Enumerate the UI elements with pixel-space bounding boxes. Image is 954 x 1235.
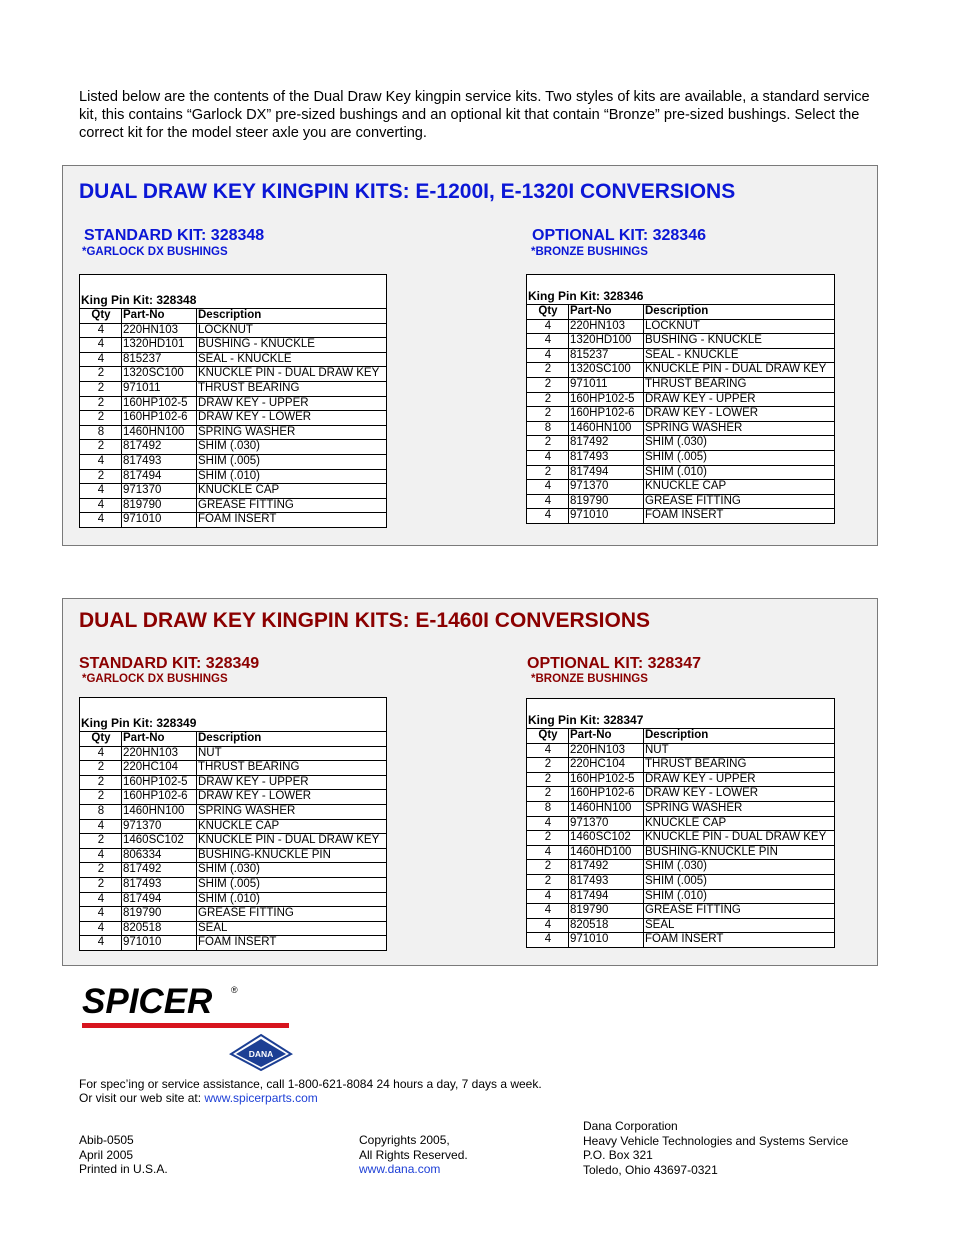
qty-cell: 2 <box>527 363 569 378</box>
part-no-cell: 817493 <box>122 877 197 892</box>
parts-table <box>527 304 834 523</box>
description-cell: DRAW KEY - LOWER <box>644 407 835 422</box>
table-row <box>527 918 834 933</box>
description-cell: GREASE FITTING <box>197 498 387 513</box>
part-no-cell: 817494 <box>569 889 644 904</box>
contact-web-line: Or visit our web site at: www.spicerparts.com <box>79 1091 318 1105</box>
part-no-cell: 806334 <box>122 848 197 863</box>
part-no-cell: 220HN103 <box>122 746 197 761</box>
part-no-cell: 971011 <box>122 381 197 396</box>
spicer-wordmark: SPICER <box>82 982 213 1021</box>
part-no-cell: 160HP102-6 <box>569 787 644 802</box>
dana-link[interactable]: www.dana.com <box>359 1162 441 1176</box>
description-cell: SHIM (.030) <box>644 860 835 875</box>
qty-cell: 4 <box>527 918 569 933</box>
table-row <box>527 845 834 860</box>
description-cell: DRAW KEY - LOWER <box>644 787 835 802</box>
description-cell: THRUST BEARING <box>644 758 835 773</box>
description-cell: SHIM (.010) <box>644 889 835 904</box>
qty-cell: 4 <box>80 323 122 338</box>
table-row <box>80 834 386 849</box>
table-row <box>527 377 834 392</box>
part-no-cell: 1320HD100 <box>569 334 644 349</box>
table-header-row <box>80 309 386 324</box>
kit-table-title: King Pin Kit: 328348 <box>81 293 197 307</box>
qty-cell: 2 <box>80 775 122 790</box>
qty-cell: 4 <box>527 334 569 349</box>
qty-cell: 2 <box>527 772 569 787</box>
description-cell: FOAM INSERT <box>197 936 387 950</box>
part-no-cell: 817492 <box>569 860 644 875</box>
column-header: Description <box>644 729 835 744</box>
part-no-cell: 971010 <box>569 509 644 523</box>
qty-cell: 4 <box>80 352 122 367</box>
table-row <box>80 411 386 426</box>
description-cell: SPRING WASHER <box>644 801 835 816</box>
table-row <box>80 746 386 761</box>
table-row <box>80 790 386 805</box>
kit-table-title: King Pin Kit: 328347 <box>528 713 644 727</box>
standard-kit-subtitle: *GARLOCK DX BUSHINGS <box>82 673 228 685</box>
qty-cell: 2 <box>527 407 569 422</box>
qty-cell: 4 <box>527 319 569 334</box>
footer-left <box>79 1133 168 1177</box>
part-no-cell: 817494 <box>569 465 644 480</box>
part-no-cell: 819790 <box>569 904 644 919</box>
part-no-cell: 971010 <box>122 513 197 527</box>
table-row <box>527 860 834 875</box>
column-header: Qty <box>527 729 569 744</box>
description-cell: NUT <box>644 743 835 758</box>
qty-cell: 4 <box>80 746 122 761</box>
kit-table-328346 <box>526 274 835 524</box>
column-header: Part-No <box>569 729 644 744</box>
qty-cell: 4 <box>527 845 569 860</box>
table-row <box>527 743 834 758</box>
qty-cell: 2 <box>80 863 122 878</box>
description-cell: DRAW KEY - LOWER <box>197 790 387 805</box>
qty-cell: 4 <box>80 513 122 527</box>
description-cell: LOCKNUT <box>197 323 387 338</box>
qty-cell: 8 <box>80 425 122 440</box>
intro-paragraph: Listed below are the contents of the Dual Draw Key kingpin service kits. Two styles of kits are available, a standard service kit, this contains “Garlock DX” pre-sized bushings and an optional kit that contain “Bronze” pre-sized bushings. Select the correct kit for the model steer axle you are converting. <box>79 89 870 141</box>
qty-cell: 2 <box>80 367 122 382</box>
description-cell: KNUCKLE CAP <box>197 484 387 499</box>
column-header: Part-No <box>122 309 197 324</box>
description-cell: SHIM (.005) <box>644 874 835 889</box>
description-cell: SHIM (.010) <box>197 892 387 907</box>
table-row <box>80 396 386 411</box>
description-cell: SHIM (.030) <box>197 863 387 878</box>
part-no-cell: 1460SC102 <box>569 831 644 846</box>
part-no-cell: 817493 <box>569 450 644 465</box>
part-no-cell: 817492 <box>122 440 197 455</box>
kit-table-title: King Pin Kit: 328349 <box>81 716 197 730</box>
part-no-cell: 819790 <box>569 494 644 509</box>
qty-cell: 4 <box>527 509 569 523</box>
table-row <box>80 498 386 513</box>
column-header: Description <box>197 309 387 324</box>
description-cell: LOCKNUT <box>644 319 835 334</box>
part-no-cell: 220HN103 <box>122 323 197 338</box>
qty-cell: 2 <box>80 411 122 426</box>
table-row <box>80 469 386 484</box>
table-row <box>80 454 386 469</box>
qty-cell: 2 <box>80 877 122 892</box>
table-header-row <box>527 305 834 320</box>
standard-kit-title: STANDARD KIT: 328348 <box>84 227 265 244</box>
kit-panel-e1200-e1320 <box>62 165 878 546</box>
table-row <box>80 936 386 950</box>
description-cell: KNUCKLE CAP <box>197 819 387 834</box>
part-no-cell: 817494 <box>122 892 197 907</box>
part-no-cell: 1320SC100 <box>122 367 197 382</box>
part-no-cell: 817494 <box>122 469 197 484</box>
description-cell: SHIM (.005) <box>197 454 387 469</box>
doc-id: Abib-0505 <box>79 1133 134 1147</box>
table-row <box>527 874 834 889</box>
contact-info <box>79 1077 542 1105</box>
qty-cell: 4 <box>527 933 569 947</box>
table-row <box>527 494 834 509</box>
description-cell: THRUST BEARING <box>644 377 835 392</box>
optional-kit-subtitle: *BRONZE BUSHINGS <box>531 673 648 685</box>
description-cell: DRAW KEY - UPPER <box>644 772 835 787</box>
description-cell: KNUCKLE CAP <box>644 480 835 495</box>
column-header: Part-No <box>569 305 644 320</box>
description-cell: SHIM (.005) <box>644 450 835 465</box>
table-row <box>527 509 834 523</box>
qty-cell: 2 <box>527 787 569 802</box>
description-cell: KNUCKLE PIN - DUAL DRAW KEY <box>197 367 387 382</box>
standard-kit-subtitle: *GARLOCK DX BUSHINGS <box>82 246 228 258</box>
table-row <box>527 348 834 363</box>
parts-table <box>527 728 834 947</box>
qty-cell: 4 <box>527 904 569 919</box>
part-no-cell: 160HP102-5 <box>569 772 644 787</box>
description-cell: SHIM (.030) <box>197 440 387 455</box>
qty-cell: 2 <box>527 392 569 407</box>
table-row <box>527 363 834 378</box>
description-cell: SHIM (.010) <box>197 469 387 484</box>
qty-cell: 4 <box>80 338 122 353</box>
table-row <box>80 323 386 338</box>
city-address: Toledo, Ohio 43697-0321 <box>583 1162 718 1177</box>
footer-middle <box>359 1133 468 1177</box>
table-row <box>80 513 386 527</box>
table-row <box>80 761 386 776</box>
qty-cell: 2 <box>80 790 122 805</box>
copyright: Copyrights 2005, <box>359 1133 450 1147</box>
rights: All Rights Reserved. <box>359 1147 468 1162</box>
column-header: Qty <box>527 305 569 320</box>
part-no-cell: 817492 <box>569 436 644 451</box>
table-row <box>80 921 386 936</box>
optional-kit-title: OPTIONAL KIT: 328346 <box>532 227 706 244</box>
description-cell: GREASE FITTING <box>644 904 835 919</box>
part-no-cell: 971010 <box>569 933 644 947</box>
table-row <box>80 338 386 353</box>
part-no-cell: 1320HD101 <box>122 338 197 353</box>
spicer-red-bar <box>82 1023 289 1028</box>
table-row <box>527 889 834 904</box>
description-cell: DRAW KEY - LOWER <box>197 411 387 426</box>
part-no-cell: 971370 <box>569 480 644 495</box>
part-no-cell: 1460HN100 <box>122 804 197 819</box>
column-header: Qty <box>80 732 122 747</box>
part-no-cell: 815237 <box>569 348 644 363</box>
qty-cell: 4 <box>527 743 569 758</box>
table-header-row <box>527 729 834 744</box>
qty-cell: 4 <box>527 889 569 904</box>
part-no-cell: 160HP102-5 <box>569 392 644 407</box>
description-cell: GREASE FITTING <box>197 907 387 922</box>
parts-table <box>80 308 386 527</box>
kit-table-328347 <box>526 698 835 948</box>
table-row <box>80 367 386 382</box>
qty-cell: 2 <box>527 377 569 392</box>
qty-cell: 4 <box>80 921 122 936</box>
contact-phone-line: For spec’ing or service assistance, call 1-800-621-8084 24 hours a day, 7 days a week. <box>79 1077 542 1091</box>
qty-cell: 4 <box>527 816 569 831</box>
table-row <box>527 816 834 831</box>
qty-cell: 4 <box>80 848 122 863</box>
table-row <box>80 848 386 863</box>
description-cell: SEAL <box>197 921 387 936</box>
dana-wordmark: DANA <box>248 1049 274 1059</box>
table-row <box>527 319 834 334</box>
table-row <box>80 863 386 878</box>
description-cell: NUT <box>197 746 387 761</box>
part-no-cell: 971011 <box>569 377 644 392</box>
table-row <box>80 775 386 790</box>
printed-in: Printed in U.S.A. <box>79 1162 168 1176</box>
column-header: Part-No <box>122 732 197 747</box>
qty-cell: 2 <box>527 831 569 846</box>
company-name: Dana Corporation <box>583 1119 678 1133</box>
qty-cell: 4 <box>80 484 122 499</box>
description-cell: SHIM (.030) <box>644 436 835 451</box>
table-row <box>527 480 834 495</box>
footer-right <box>583 1119 848 1177</box>
table-row <box>527 758 834 773</box>
description-cell: KNUCKLE PIN - DUAL DRAW KEY <box>197 834 387 849</box>
table-row <box>80 907 386 922</box>
registered-mark: ® <box>231 985 238 995</box>
table-row <box>80 819 386 834</box>
table-row <box>527 450 834 465</box>
table-row <box>527 436 834 451</box>
table-row <box>527 772 834 787</box>
standard-kit-title: STANDARD KIT: 328349 <box>79 655 260 672</box>
qty-cell: 4 <box>80 819 122 834</box>
description-cell: KNUCKLE PIN - DUAL DRAW KEY <box>644 363 835 378</box>
qty-cell: 4 <box>527 450 569 465</box>
part-no-cell: 820518 <box>122 921 197 936</box>
part-no-cell: 819790 <box>122 498 197 513</box>
part-no-cell: 1460HD100 <box>569 845 644 860</box>
table-row <box>80 804 386 819</box>
qty-cell: 2 <box>80 440 122 455</box>
qty-cell: 8 <box>527 421 569 436</box>
table-row <box>527 334 834 349</box>
part-no-cell: 1460HN100 <box>569 801 644 816</box>
part-no-cell: 971010 <box>122 936 197 950</box>
table-row <box>527 465 834 480</box>
table-row <box>527 421 834 436</box>
part-no-cell: 817493 <box>569 874 644 889</box>
panel-title: DUAL DRAW KEY KINGPIN KITS: E-1200I, E-1320I CONVERSIONS <box>79 180 736 203</box>
description-cell: SPRING WASHER <box>197 804 387 819</box>
qty-cell: 2 <box>527 860 569 875</box>
qty-cell: 2 <box>80 381 122 396</box>
table-row <box>80 440 386 455</box>
table-row <box>527 787 834 802</box>
description-cell: BUSHING-KNUCKLE PIN <box>644 845 835 860</box>
qty-cell: 4 <box>527 494 569 509</box>
description-cell: SEAL <box>644 918 835 933</box>
qty-cell: 2 <box>80 834 122 849</box>
column-header: Description <box>644 305 835 320</box>
column-header: Qty <box>80 309 122 324</box>
table-row <box>527 801 834 816</box>
description-cell: KNUCKLE CAP <box>644 816 835 831</box>
description-cell: SPRING WASHER <box>644 421 835 436</box>
part-no-cell: 817492 <box>122 863 197 878</box>
optional-kit-title: OPTIONAL KIT: 328347 <box>527 655 701 672</box>
description-cell: THRUST BEARING <box>197 381 387 396</box>
qty-cell: 2 <box>80 396 122 411</box>
spicer-dana-logo <box>80 982 295 1077</box>
part-no-cell: 971370 <box>122 819 197 834</box>
description-cell: BUSHING-KNUCKLE PIN <box>197 848 387 863</box>
description-cell: FOAM INSERT <box>197 513 387 527</box>
table-row <box>527 831 834 846</box>
qty-cell: 4 <box>80 892 122 907</box>
description-cell: KNUCKLE PIN - DUAL DRAW KEY <box>644 831 835 846</box>
table-row <box>80 381 386 396</box>
table-row <box>527 407 834 422</box>
qty-cell: 4 <box>80 936 122 950</box>
description-cell: SEAL - KNUCKLE <box>644 348 835 363</box>
part-no-cell: 819790 <box>122 907 197 922</box>
column-header: Description <box>197 732 387 747</box>
part-no-cell: 220HC104 <box>569 758 644 773</box>
part-no-cell: 1460HN100 <box>569 421 644 436</box>
part-no-cell: 815237 <box>122 352 197 367</box>
description-cell: FOAM INSERT <box>644 933 835 947</box>
qty-cell: 2 <box>527 436 569 451</box>
description-cell: SHIM (.010) <box>644 465 835 480</box>
part-no-cell: 220HC104 <box>122 761 197 776</box>
table-row <box>80 877 386 892</box>
kit-panel-e1460 <box>62 598 878 966</box>
qty-cell: 4 <box>80 454 122 469</box>
table-row <box>527 933 834 947</box>
kit-table-328349 <box>79 697 387 951</box>
qty-cell: 2 <box>80 761 122 776</box>
part-no-cell: 817493 <box>122 454 197 469</box>
kit-table-title: King Pin Kit: 328346 <box>528 289 644 303</box>
part-no-cell: 1320SC100 <box>569 363 644 378</box>
description-cell: SEAL - KNUCKLE <box>197 352 387 367</box>
qty-cell: 4 <box>80 907 122 922</box>
po-box: P.O. Box 321 <box>583 1148 653 1162</box>
part-no-cell: 160HP102-6 <box>122 411 197 426</box>
part-no-cell: 820518 <box>569 918 644 933</box>
description-cell: SHIM (.005) <box>197 877 387 892</box>
table-row <box>527 392 834 407</box>
qty-cell: 4 <box>527 480 569 495</box>
table-row <box>80 892 386 907</box>
qty-cell: 8 <box>527 801 569 816</box>
description-cell: SPRING WASHER <box>197 425 387 440</box>
panel-title: DUAL DRAW KEY KINGPIN KITS: E-1460I CONVERSIONS <box>79 609 650 632</box>
qty-cell: 8 <box>80 804 122 819</box>
part-no-cell: 220HN103 <box>569 319 644 334</box>
part-no-cell: 160HP102-5 <box>122 775 197 790</box>
table-row <box>80 425 386 440</box>
table-header-row <box>80 732 386 747</box>
qty-cell: 2 <box>527 874 569 889</box>
doc-date: April 2005 <box>79 1147 134 1162</box>
description-cell: DRAW KEY - UPPER <box>197 396 387 411</box>
description-cell: BUSHING - KNUCKLE <box>644 334 835 349</box>
part-no-cell: 160HP102-6 <box>569 407 644 422</box>
qty-cell: 2 <box>80 469 122 484</box>
part-no-cell: 220HN103 <box>569 743 644 758</box>
part-no-cell: 160HP102-5 <box>122 396 197 411</box>
table-row <box>527 904 834 919</box>
description-cell: DRAW KEY - UPPER <box>197 775 387 790</box>
table-row <box>80 484 386 499</box>
part-no-cell: 160HP102-6 <box>122 790 197 805</box>
qty-cell: 4 <box>80 498 122 513</box>
parts-table <box>80 731 386 950</box>
division-name: Heavy Vehicle Technologies and Systems Service <box>583 1133 849 1148</box>
part-no-cell: 1460SC102 <box>122 834 197 849</box>
qty-cell: 4 <box>527 348 569 363</box>
qty-cell: 2 <box>527 758 569 773</box>
description-cell: FOAM INSERT <box>644 509 835 523</box>
optional-kit-subtitle: *BRONZE BUSHINGS <box>531 246 648 258</box>
part-no-cell: 971370 <box>569 816 644 831</box>
table-row <box>80 352 386 367</box>
part-no-cell: 971370 <box>122 484 197 499</box>
description-cell: BUSHING - KNUCKLE <box>197 338 387 353</box>
description-cell: GREASE FITTING <box>644 494 835 509</box>
spicerparts-link[interactable]: www.spicerparts.com <box>204 1091 318 1105</box>
description-cell: THRUST BEARING <box>197 761 387 776</box>
kit-table-328348 <box>79 274 387 528</box>
part-no-cell: 1460HN100 <box>122 425 197 440</box>
description-cell: DRAW KEY - UPPER <box>644 392 835 407</box>
qty-cell: 2 <box>527 465 569 480</box>
